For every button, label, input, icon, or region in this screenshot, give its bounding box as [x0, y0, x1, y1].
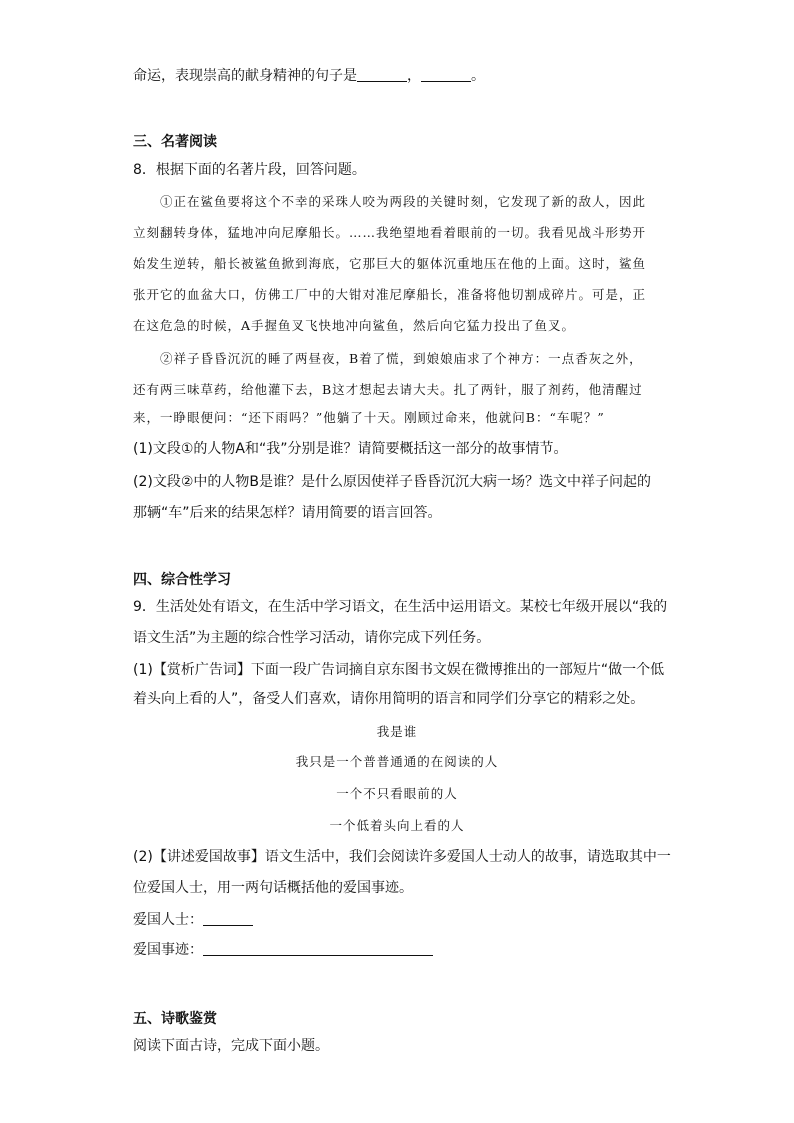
passage1-line-2: 立刻翻转身体，猛地冲向尼摩船长。……我绝望地看着眼前的一切。我看见战斗形势开 — [133, 225, 647, 240]
q7-tail-text: 命运，表现崇高的献身精神的句子是 — [133, 68, 357, 84]
task2-line-2: 位爱国人士，用一两句话概括他的爱国事迹。 — [133, 880, 413, 896]
q8-sub1: (1)文段①的人物A和“我”分别是谁？请简要概括这一部分的故事情节。 — [133, 441, 568, 457]
patriot-person-label: 爱国人士： — [133, 912, 203, 928]
patriot-deeds-row — [133, 940, 433, 960]
q8-prompt: 8．根据下面的名著片段，回答问题。 — [133, 162, 366, 178]
q7-tail-sep: ， — [407, 68, 421, 84]
q7-tail-line — [133, 66, 485, 86]
section-heading-poetry: 五、诗歌鉴赏 — [133, 1011, 217, 1027]
patriot-deeds-label: 爱国事迹： — [133, 942, 203, 958]
task1-line-1: (1)【赏析广告词】下面一段广告词摘自京东图书文娱在微博推出的一部短片“做一个低 — [133, 662, 665, 678]
poem-line-2: 我只是一个普普通通的在阅读的人 — [295, 754, 499, 769]
patriot-deeds-blank[interactable] — [203, 941, 433, 956]
q9-line-2: 语文生活”为主题的综合性学习活动，请你完成下列任务。 — [133, 630, 491, 646]
q8-sub2-line-2: 那辆“车”后来的结果怎样？请用简要的语言回答。 — [133, 505, 442, 521]
poem-line-3: 一个不只看眼前的人 — [336, 786, 458, 801]
answer-blank-2[interactable] — [421, 67, 471, 82]
passage2-line-3: 来，一睁眼便问：“还下雨吗？”他躺了十天。刚顾过命来，他就问B：“车呢？” — [133, 410, 605, 425]
task2-line-1: (2)【讲述爱国故事】语文生活中，我们会阅读许多爱国人士动人的故事，请选取其中一 — [133, 849, 671, 865]
poem-line-4: 一个低着头向上看的人 — [329, 818, 465, 833]
section-heading-reading: 三、名著阅读 — [133, 134, 217, 150]
patriot-person-blank[interactable] — [203, 911, 253, 926]
q8-sub2-line-1: (2)文段②中的人物B是谁？是什么原因使祥子昏昏沉沉大病一场？选文中祥子问起的 — [133, 474, 651, 490]
answer-blank-1[interactable] — [357, 67, 407, 82]
passage1-line-5: 在这危急的时候，A手握鱼叉飞快地冲向鲨鱼，然后向它猛力投出了鱼叉。 — [133, 318, 576, 333]
q9-line-1: 9．生活处处有语文，在生活中学习语文，在生活中运用语文。某校七年级开展以“我的 — [133, 599, 668, 615]
section-heading-comprehensive: 四、综合性学习 — [133, 572, 231, 588]
task1-line-2: 着头向上看的人”，备受人们喜欢，请你用简明的语言和同学们分享它的精彩之处。 — [133, 691, 645, 707]
passage1-line-1: ①正在鲨鱼要将这个不幸的采珠人咬为两段的关键时刻，它发现了新的敌人，因此 — [160, 194, 647, 209]
poem-line-1: 我是谁 — [376, 724, 418, 739]
passage2-line-2: 还有两三味草药，给他灌下去，B这才想起去请大夫。扎了两针，服了剂药，他清醒过 — [133, 382, 643, 397]
passage1-line-4: 张开它的血盆大口，仿佛工厂中的大钳对准尼摩船长，准备将他切割成碎片。可是，正 — [133, 287, 647, 302]
patriot-person-row — [133, 910, 253, 930]
poetry-intro: 阅读下面古诗，完成下面小题。 — [133, 1038, 329, 1054]
passage1-line-3: 始发生逆转，船长被鲨鱼掀到海底，它那巨大的躯体沉重地压在他的上面。这时，鲨鱼 — [133, 256, 647, 271]
passage2-line-1: ②祥子昏昏沉沉的睡了两昼夜，B着了慌，到娘娘庙求了个神方：一点香灰之外， — [160, 351, 643, 366]
q7-tail-end: 。 — [471, 68, 485, 84]
